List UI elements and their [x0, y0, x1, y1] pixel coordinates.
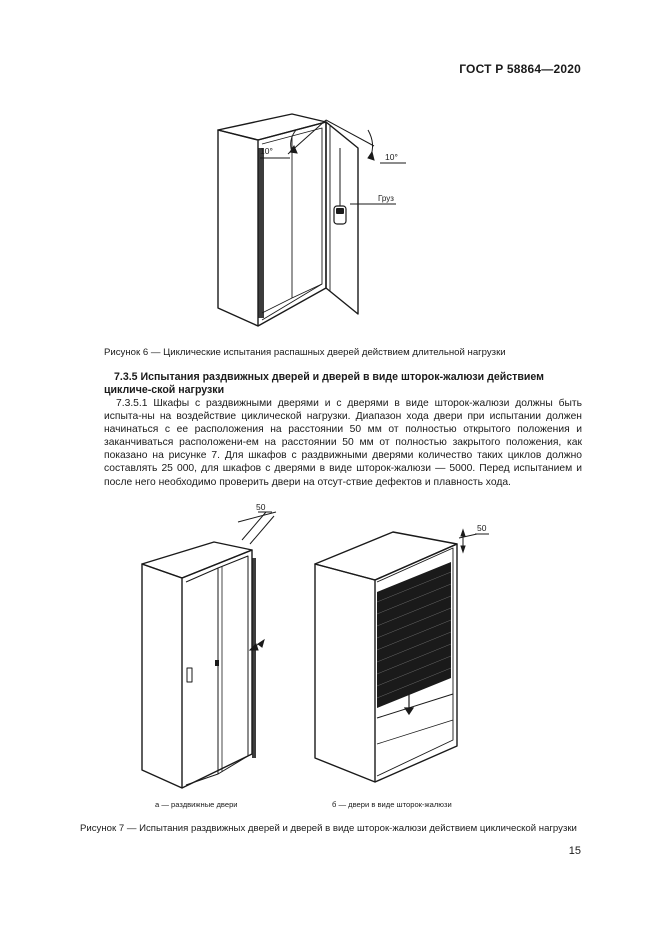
page-number: 15 — [568, 845, 581, 857]
figure-6-swing-door-cabinet-drawing — [200, 108, 420, 330]
document-header: ГОСТ Р 58864—2020 — [459, 62, 581, 76]
section-title-text: 7.3.5 Испытания раздвижных дверей и дверей в виде шторок-жалюзи действием цикличе-ской нагрузки — [104, 371, 544, 396]
weight-label: Груз — [378, 194, 394, 203]
figure-7b-subcaption: б — двери в виде шторок-жалюзи — [332, 800, 452, 809]
dimension-label-right: 50 — [477, 523, 487, 533]
section-paragraph-text: 7.3.5.1 Шкафы с раздвижными дверями и с дверями в виде шторок-жалюзи должны быть испыта-ны на воздействие циклической нагрузки. Диапазон хода двери при испытании должен начинаться с ее расположения на расстоянии 50 мм от полностью открытого положения и заканчиваться расположени-ем на расстоянии 50 мм от полностью закрытого положения, как показано на рисунке 7. Для шкафов с раздвижными дверями количество таких циклов должно составлять 25 000, для шкафов с дверями в виде шторок-жалюзи — 5000. Перед испытанием и после него необходимо проверить двери на отсут-ствие дефектов и плавность хода. — [104, 398, 582, 488]
figure-7b-roller-shutter-cabinet-drawing — [305, 518, 500, 788]
dimension-label-left: 50 — [256, 502, 266, 512]
figure-7-caption: Рисунок 7 — Испытания раздвижных дверей и дверей в виде шторок-жалюзи действием циклической нагрузки — [80, 823, 577, 834]
figure-6-caption: Рисунок 6 — Циклические испытания распашных дверей действием длительной нагрузки — [104, 347, 506, 358]
angle-label-right: 10° — [385, 152, 398, 162]
figure-7a-sliding-door-cabinet-drawing — [130, 498, 280, 793]
section-title — [104, 371, 582, 397]
section-paragraph — [104, 397, 582, 489]
angle-label-left: 10° — [260, 146, 273, 156]
figure-7a-subcaption: а — раздвижные двери — [155, 800, 238, 809]
